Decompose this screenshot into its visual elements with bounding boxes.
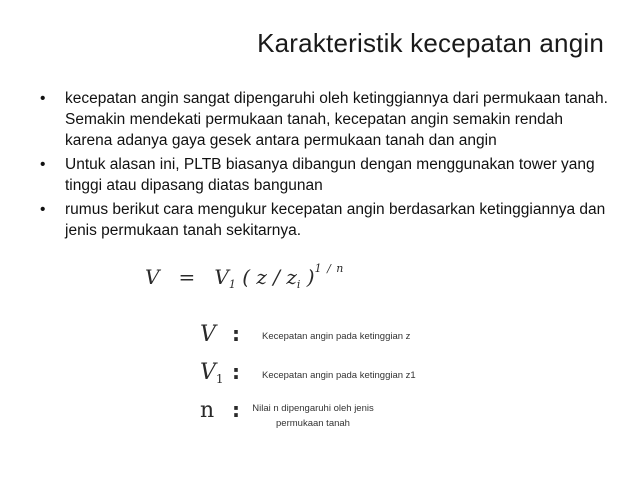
formula-exponent: 1 / n (314, 262, 345, 275)
bullet-dot: • (40, 201, 46, 218)
definition-description: Kecepatan angin pada ketinggian z1 (262, 370, 416, 381)
formula-paren-sub: i (296, 278, 301, 291)
bullet-dot: • (40, 90, 46, 107)
formula-rhs-base: V (214, 265, 229, 289)
formula-lhs: V (145, 265, 160, 289)
symbol-subscript: 1 (215, 372, 224, 386)
definition-symbol-v (200, 322, 216, 347)
definition-symbol-v1 (200, 360, 224, 386)
formula-close: ) (306, 265, 315, 289)
symbol-letter: V (200, 322, 216, 347)
description-line: permukaan tanah (276, 418, 350, 429)
definition-description: Kecepatan angin pada ketinggian z (262, 331, 411, 342)
formula-paren: ( z / z (242, 265, 297, 289)
symbol-letter: n (200, 398, 215, 423)
definition-description (248, 401, 378, 431)
bullet-text: Untuk alasan ini, PLTB biasanya dibangun dengan menggunakan tower yang tinggi atau dipasang diatas bangunan (65, 156, 595, 194)
definition-symbol-n (200, 398, 214, 423)
definition-colon: : (232, 322, 240, 346)
symbol-letter: V (200, 360, 216, 385)
bullet-dot: • (40, 156, 46, 173)
formula-rhs-sub: 1 (228, 278, 236, 291)
bullet-text: kecepatan angin sangat dipengaruhi oleh ketinggiannya dari permukaan tanah. Semakin mendekati permukaan tanah, kecepatan angin semakin rendah karena adanya gaya gesek antara permukaan tanah dan angin (65, 90, 608, 149)
bullet-text: rumus berikut cara mengukur kecepatan angin berdasarkan ketinggiannya dan jenis permukaan tanah sekitarnya. (65, 201, 606, 239)
definition-colon: : (232, 360, 240, 384)
wind-speed-formula (145, 262, 344, 291)
definition-colon: : (232, 398, 240, 422)
formula-equals: = (178, 265, 196, 289)
description-line: Nilai n dipengaruhi oleh jenis (252, 403, 374, 414)
slide-title: Karakteristik kecepatan angin (257, 28, 604, 58)
